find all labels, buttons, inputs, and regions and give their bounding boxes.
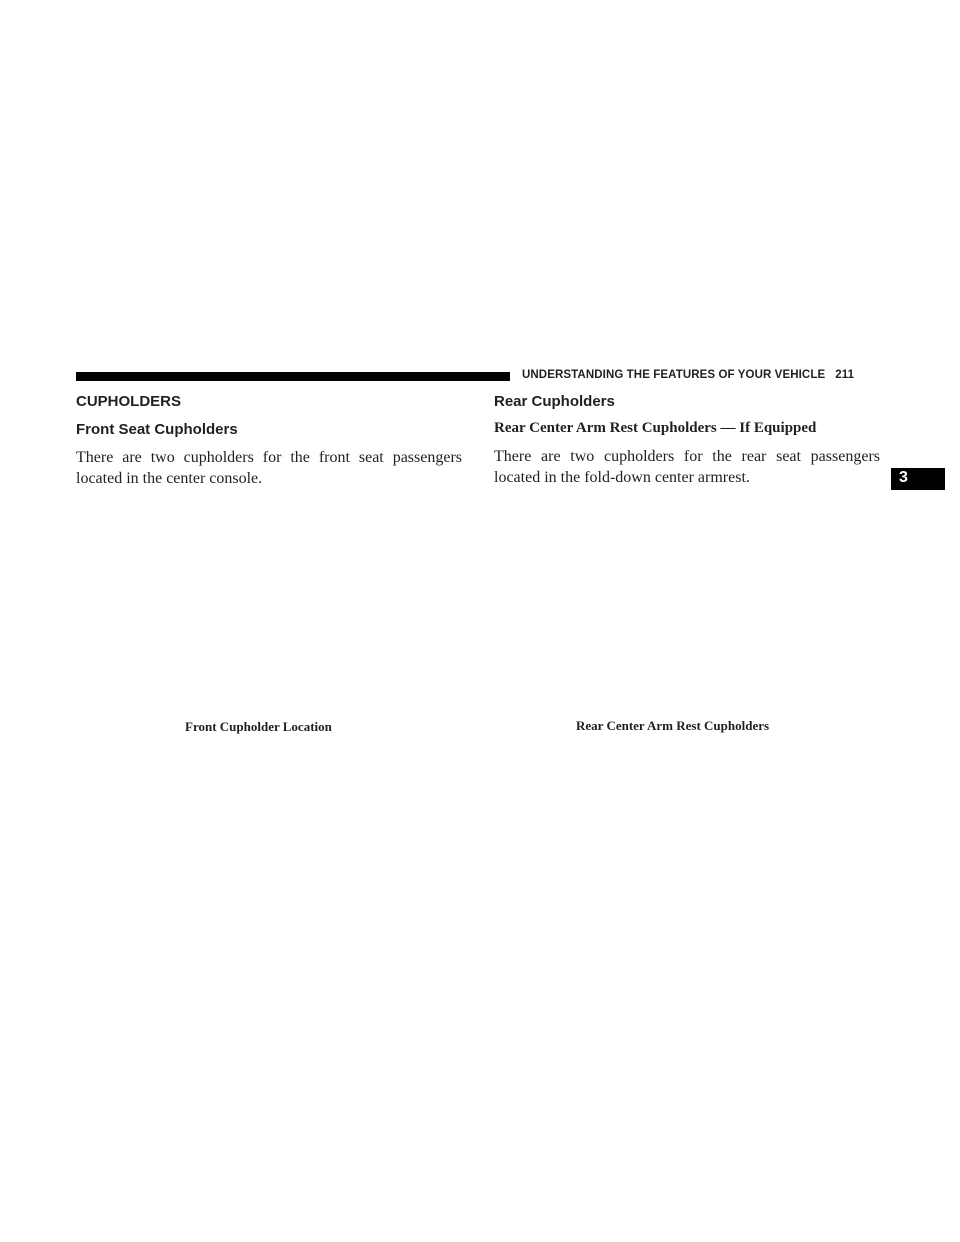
subheading-rear-cupholders: Rear Cupholders [494, 393, 615, 410]
running-header [522, 369, 854, 381]
section-title: UNDERSTANDING THE FEATURES OF YOUR VEHICLE [522, 369, 826, 381]
header-rule [76, 372, 510, 381]
chapter-number: 3 [899, 469, 908, 486]
section-heading-cupholders: CUPHOLDERS [76, 393, 182, 410]
figure-caption-rear: Rear Center Arm Rest Cupholders [576, 718, 770, 733]
subheading-front-seat-cupholders: Front Seat Cupholders [76, 421, 238, 438]
subheading-rear-center-arm-rest: Rear Center Arm Rest Cupholders — If Equipped [494, 420, 817, 436]
paragraph-front-cupholders: There are two cupholders for the front seat passengers located in the center console. [76, 449, 462, 487]
figure-caption-front: Front Cupholder Location [185, 719, 332, 734]
chapter-tab [891, 468, 945, 490]
paragraph-rear-cupholders: There are two cupholders for the rear seat passengers located in the fold-down center armrest. [494, 448, 880, 486]
page-number: 211 [835, 369, 855, 381]
